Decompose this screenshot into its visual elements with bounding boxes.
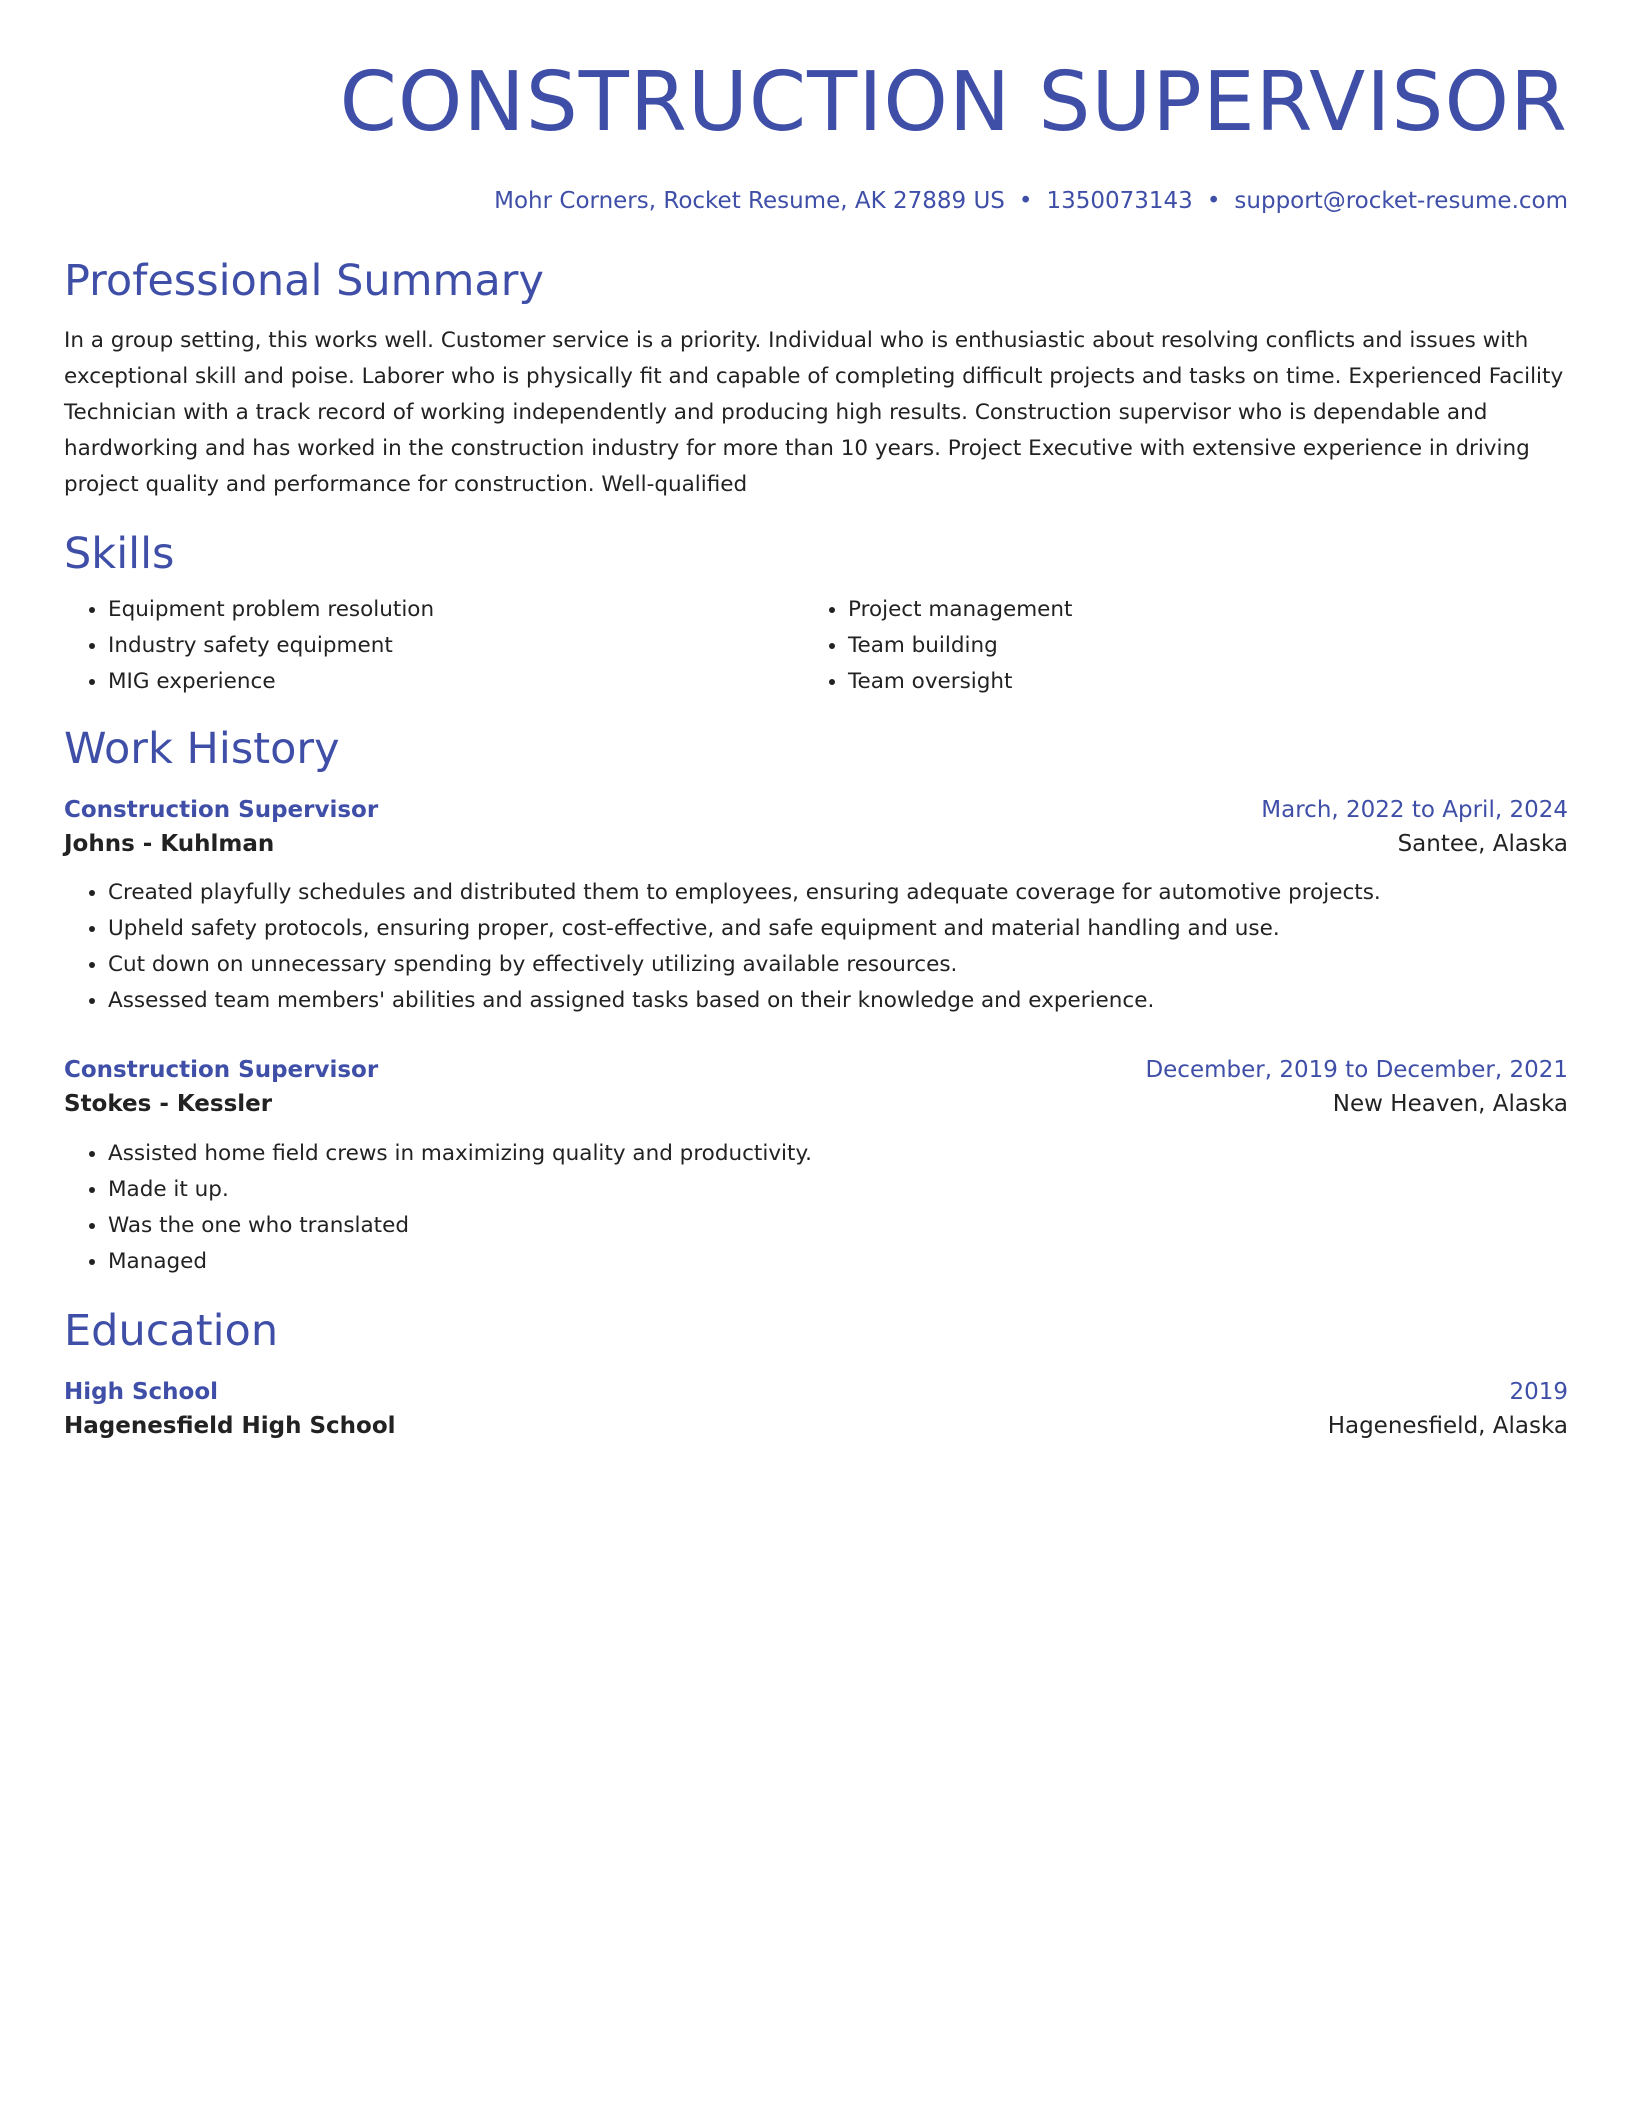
responsibility-item: • Cut down on unnecessary spending by effectively utilizing available resources. <box>108 947 1568 983</box>
responsibility-item: • Assisted home field crews in maximizing quality and productivity. <box>108 1136 1568 1172</box>
education-location: Hagenesfield, Alaska <box>1327 1413 1568 1439</box>
contact-phone: 1350073143 <box>1046 188 1193 214</box>
responsibility-item: • Was the one who translated <box>108 1208 1568 1244</box>
responsibility-item: • Assessed team members' abilities and assigned tasks based on their knowledge and experience. <box>108 983 1568 1019</box>
skill-item: • Team building <box>848 628 1568 664</box>
summary-text: In a group setting, this works well. Customer service is a priority. Individual who is enthusiastic about resolving conflicts and issues with exceptional skill and poise. Laborer who is physically fit and capable of completing difficult projects and tasks on time. Experienced Facility Technician with a track record of working independently and producing high results. Construction supervisor who is dependable and hardworking and has worked in the construction industry for more than 10 years. Project Executive with extensive experience in driving project quality and performance for construction. Well-qualified <box>64 328 1564 497</box>
resume-title: CONSTRUCTION SUPERVISOR <box>339 55 1568 150</box>
job-entry <box>64 1054 1568 1280</box>
education-degree: High School <box>64 1379 219 1405</box>
job-employer: Stokes - Kessler <box>64 1091 273 1117</box>
job-location: Santee, Alaska <box>1397 831 1568 857</box>
education-year: 2019 <box>1509 1379 1568 1405</box>
job-employer: Johns - Kuhlman <box>64 831 275 857</box>
skill-item: • Team oversight <box>848 664 1568 700</box>
job-dates: March, 2022 to April, 2024 <box>1261 797 1568 823</box>
job-title: Construction Supervisor <box>64 797 379 823</box>
education-entry <box>64 1376 1568 1444</box>
section-heading-skills: Skills <box>64 529 175 579</box>
job-location: New Heaven, Alaska <box>1332 1091 1568 1117</box>
contact-line <box>64 186 1568 216</box>
section-heading-education: Education <box>64 1306 279 1356</box>
skill-item: • Industry safety equipment <box>108 628 804 664</box>
skills-column-right <box>804 592 1568 700</box>
resume-header <box>64 55 1568 216</box>
job-dates: December, 2019 to December, 2021 <box>1145 1057 1568 1083</box>
section-heading-work-history: Work History <box>64 724 340 774</box>
skill-item: • MIG experience <box>108 664 804 700</box>
job-title: Construction Supervisor <box>64 1057 379 1083</box>
section-heading-summary: Professional Summary <box>64 256 544 306</box>
skill-item: • Project management <box>848 592 1568 628</box>
education-school: Hagenesfield High School <box>64 1413 396 1439</box>
contact-separator: • <box>1018 188 1033 214</box>
skills-list <box>64 592 1568 700</box>
contact-email: support@rocket-resume.com <box>1234 188 1568 214</box>
responsibility-item: • Made it up. <box>108 1172 1568 1208</box>
job-responsibilities <box>64 875 1568 1019</box>
job-entry <box>64 794 1568 1019</box>
responsibility-item: • Upheld safety protocols, ensuring proper, cost-effective, and safe equipment and material handling and use. <box>108 911 1568 947</box>
responsibility-item: • Created playfully schedules and distributed them to employees, ensuring adequate coverage for automotive projects. <box>108 875 1568 911</box>
job-responsibilities <box>64 1136 1568 1280</box>
contact-address: Mohr Corners, Rocket Resume, AK 27889 US <box>494 188 1005 214</box>
skills-column-left <box>64 592 804 700</box>
skill-item: • Equipment problem resolution <box>108 592 804 628</box>
contact-separator: • <box>1206 188 1221 214</box>
responsibility-item: • Managed <box>108 1244 1568 1280</box>
